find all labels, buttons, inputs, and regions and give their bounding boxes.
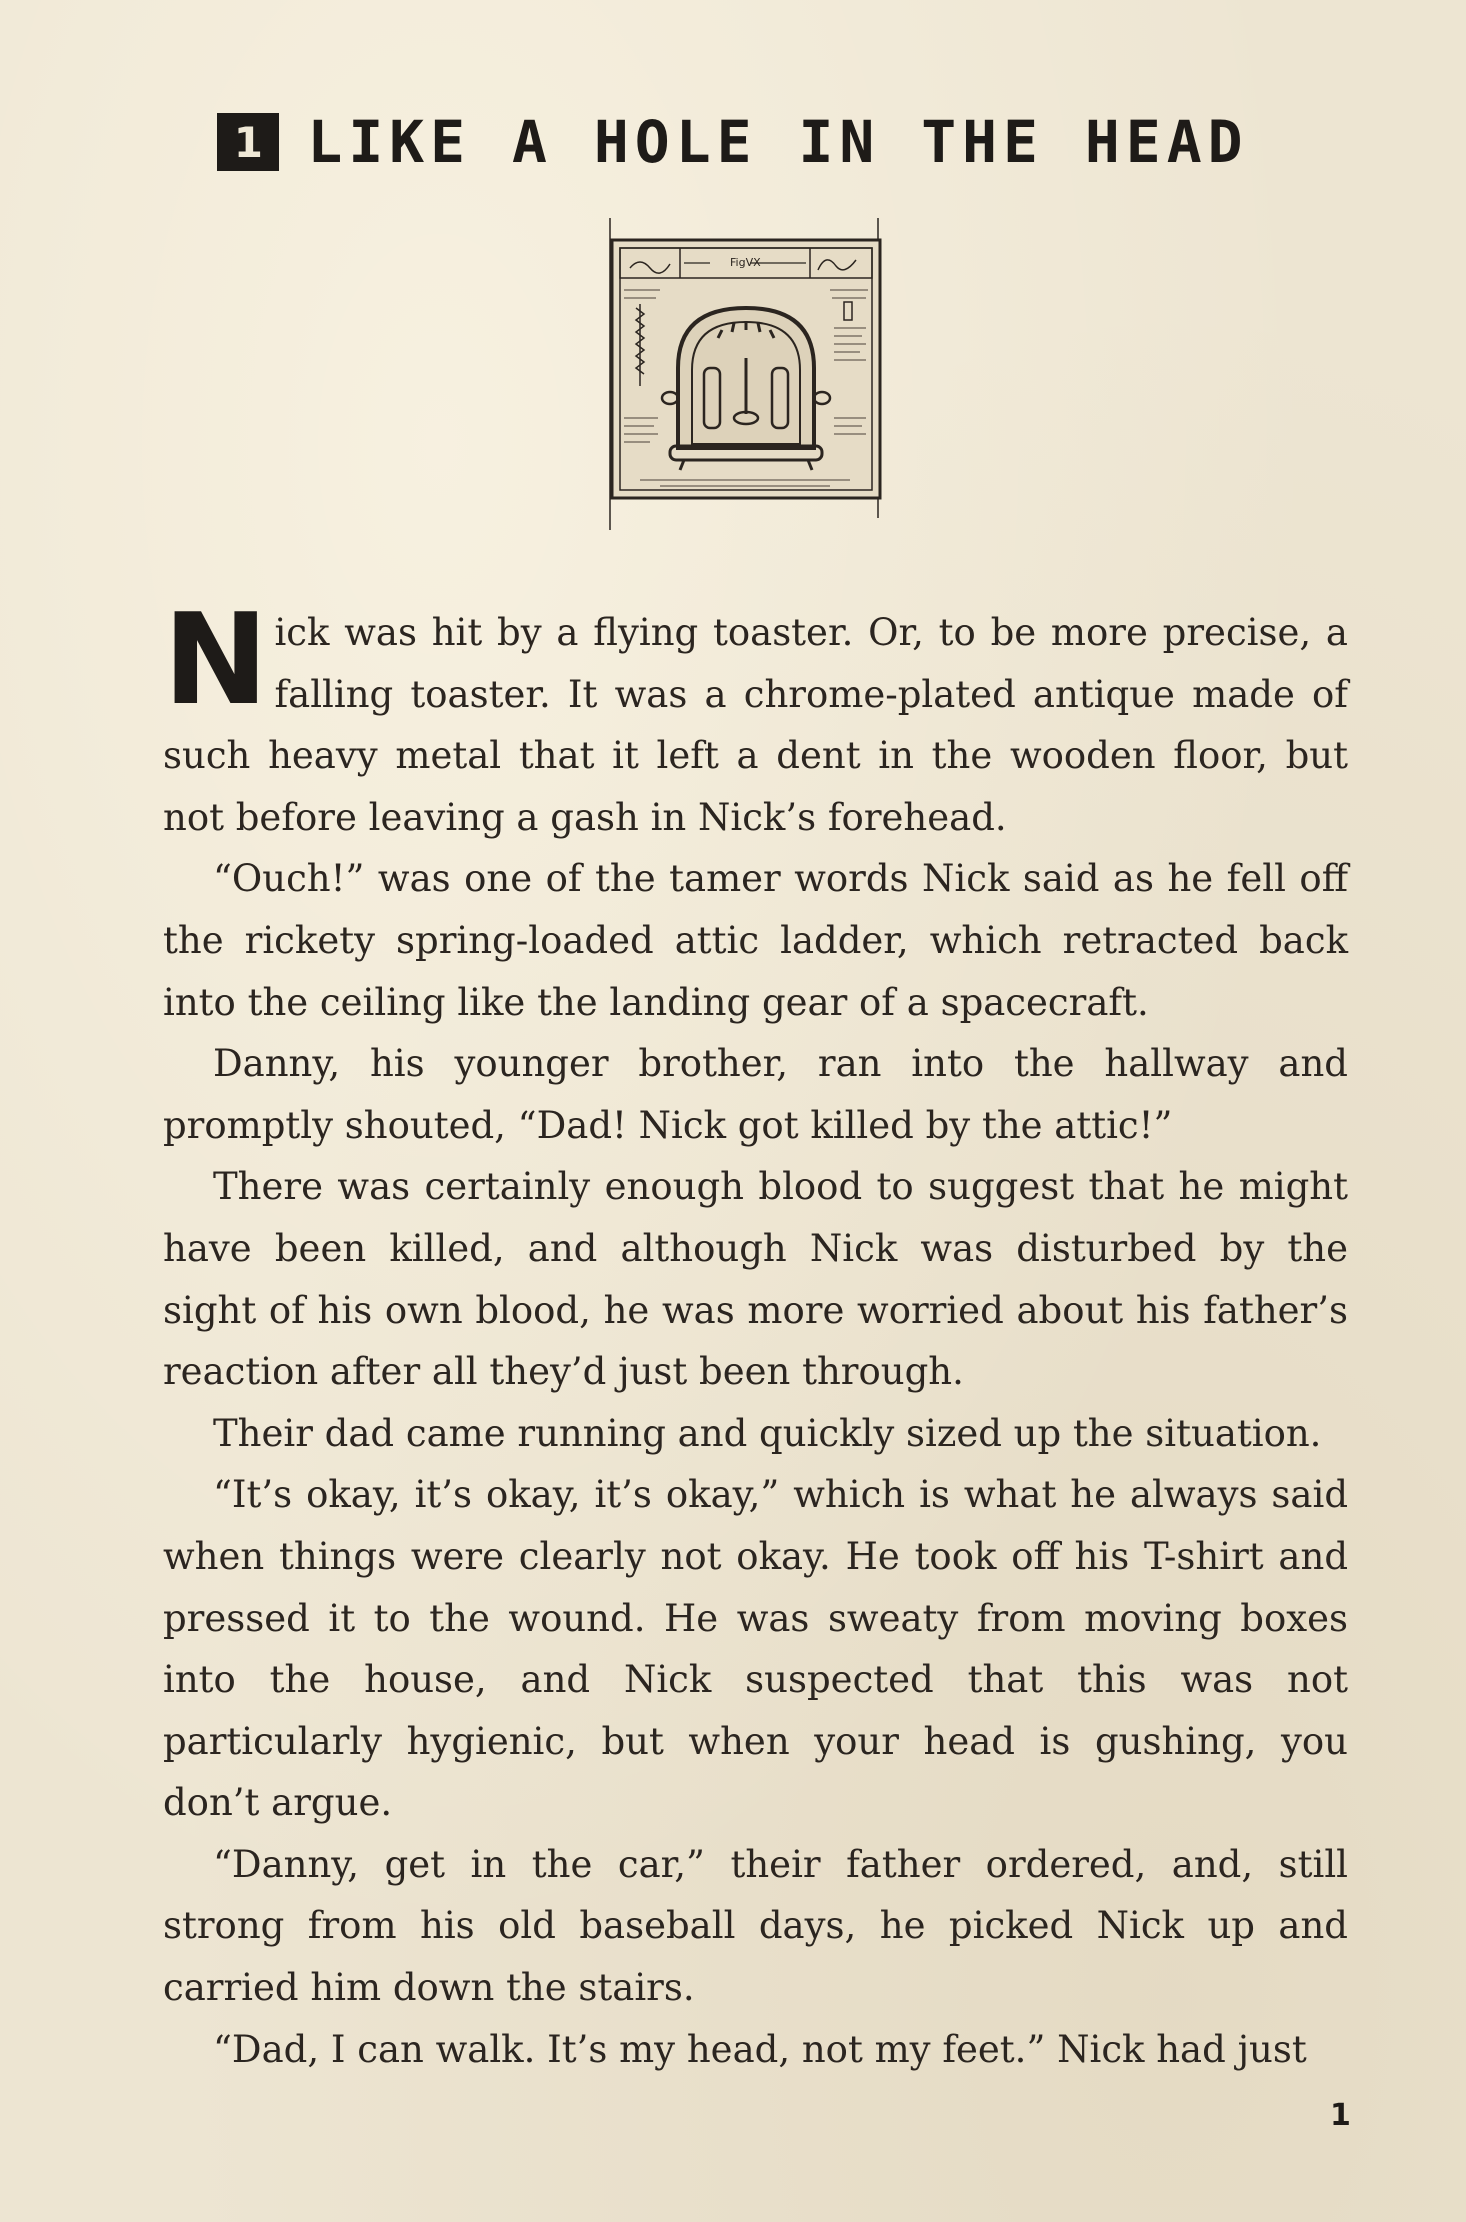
page-number: 1 bbox=[1330, 2098, 1351, 2133]
toaster-diagram-icon bbox=[600, 218, 890, 530]
paragraph-2: “Ouch!” was one of the tamer words Nick said as he fell off the rickety spring-loaded attic ladder, which retracted back into the ceiling like the landing gear of a spacecraft. bbox=[163, 857, 1348, 1024]
paragraph-3: Danny, his younger brother, ran into the hallway and promptly shouted, “Dad! Nick got killed by the attic!” bbox=[163, 1042, 1348, 1147]
paragraph-1-text: ick was hit by a flying toaster. Or, to be more precise, a falling toaster. It was a chrome-plated antique made of such heavy metal that it left a dent in the wooden floor, but not before leaving a gash in Nick’s forehead. bbox=[163, 611, 1348, 839]
paragraph-8: “Dad, I can walk. It’s my head, not my feet.” Nick had just bbox=[213, 2027, 1307, 2071]
illustration-label: FigVX bbox=[730, 256, 761, 269]
paragraph-1 bbox=[163, 586, 1348, 848]
paragraph-6: “It’s okay, it’s okay, it’s okay,” which is what he always said when things were clearly not okay. He took off his T-shirt and pressed it to the wound. He was sweaty from moving boxes into the house, and Nick suspected that this was not particularly hygienic, but when your head is gushing, you don’t argue. bbox=[163, 1473, 1348, 1825]
chapter-title: LIKE A HOLE IN THE HEAD bbox=[307, 108, 1249, 176]
chapter-number-badge: 1 bbox=[217, 113, 279, 171]
chapter-body bbox=[163, 586, 1348, 2080]
paragraph-5: Their dad came running and quickly sized up the situation. bbox=[213, 1411, 1322, 1455]
chapter-header bbox=[0, 108, 1466, 176]
paragraph-7: “Danny, get in the car,” their father ordered, and, still strong from his old baseball days, he picked Nick up and carried him down the stairs. bbox=[163, 1842, 1348, 2010]
drop-cap: N bbox=[163, 586, 269, 733]
paragraph-4: There was certainly enough blood to suggest that he might have been killed, and although Nick was disturbed by the sight of his own blood, he was more worried about his father’s reaction after all they’d just been through. bbox=[163, 1165, 1348, 1394]
